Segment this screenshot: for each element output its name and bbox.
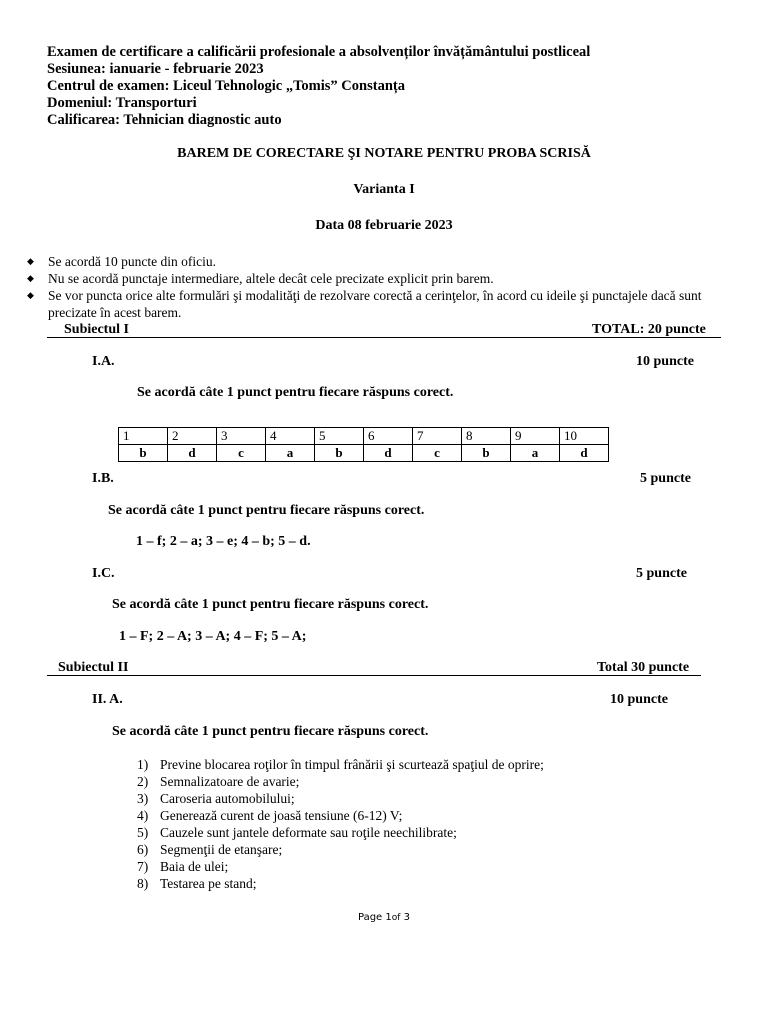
section-ia-points: 10 puncte (636, 354, 694, 369)
question-number: 2 (168, 428, 217, 445)
header-domain: Domeniul: Transporturi (47, 95, 197, 111)
exam-date: Data 08 februarie 2023 (315, 218, 453, 233)
answer-letter: a (511, 445, 560, 462)
bullet-icon: ◆ (27, 256, 34, 266)
answer-letter: d (364, 445, 413, 462)
item-number: 8) (137, 876, 149, 891)
section-ib-note: Se acordă câte 1 punct pentru fiecare răspuns corect. (108, 503, 425, 518)
item-text: Testarea pe stand; (160, 876, 257, 891)
rule-text: Se acordă 10 puncte din oficiu. (48, 254, 216, 269)
section-iia-points: 10 puncte (610, 692, 668, 707)
list-item (137, 858, 544, 875)
subject-1-total: TOTAL: 20 puncte (592, 322, 706, 337)
answer-letter: b (119, 445, 168, 462)
header-institution: Examen de certificare a calificării profesionale a absolvenților învățământului postliceal (47, 44, 591, 60)
section-ib-answer: 1 – f; 2 – a; 3 – e; 4 – b; 5 – d. (136, 534, 311, 549)
question-number: 8 (462, 428, 511, 445)
list-item (137, 841, 544, 858)
list-item (137, 756, 544, 773)
item-number: 3) (137, 791, 149, 806)
answers-list (137, 756, 544, 892)
section-ic-label: I.C. (92, 566, 115, 581)
question-number: 6 (364, 428, 413, 445)
rule-item (27, 287, 747, 321)
bullet-icon: ◆ (27, 290, 34, 300)
footer-page-total: 3 (403, 912, 411, 923)
list-item (137, 807, 544, 824)
rule-item (27, 253, 747, 270)
footer-page-word: Page (357, 912, 383, 923)
answer-table-answers-row (119, 445, 609, 462)
list-item (137, 773, 544, 790)
header-exam-center: Centrul de examen: Liceul Tehnologic „Tomis” Constanța (47, 78, 405, 94)
item-number: 2) (137, 774, 149, 789)
item-number: 1) (137, 757, 149, 772)
item-text: Generează curent de joasă tensiune (6-12) V; (160, 808, 403, 823)
item-text: Baia de ulei; (160, 859, 229, 874)
answer-letter: d (168, 445, 217, 462)
item-text: Caroseria automobilului; (160, 791, 295, 806)
subject-2-underline (47, 675, 701, 676)
question-number: 7 (413, 428, 462, 445)
subject-2-title: Subiectul II (58, 660, 129, 675)
rule-text: Se vor puncta orice alte formulări şi modalităţi de rezolvare corectă a cerinţelor, în acord cu ideile şi punctajele dacă sunt precizate în acest barem. (48, 288, 702, 320)
question-number: 4 (266, 428, 315, 445)
list-item (137, 790, 544, 807)
subject-1-title: Subiectul I (64, 322, 129, 337)
subject-2-total: Total 30 puncte (597, 660, 690, 675)
page-footer (0, 912, 768, 923)
question-number: 10 (560, 428, 609, 445)
answer-table-numbers-row (119, 428, 609, 445)
section-ib-label: I.B. (92, 471, 114, 486)
section-iia-label: II. A. (92, 692, 123, 707)
section-ia-label: I.A. (92, 354, 115, 369)
header-session: Sesiunea: ianuarie - februarie 2023 (47, 61, 264, 77)
section-ic-points: 5 puncte (636, 566, 687, 581)
answer-table (118, 427, 609, 462)
answer-letter: c (413, 445, 462, 462)
item-text: Semnalizatoare de avarie; (160, 774, 300, 789)
section-ia-note: Se acordă câte 1 punct pentru fiecare răspuns corect. (137, 385, 454, 400)
item-number: 7) (137, 859, 149, 874)
answer-letter: d (560, 445, 609, 462)
question-number: 5 (315, 428, 364, 445)
item-number: 5) (137, 825, 149, 840)
question-number: 9 (511, 428, 560, 445)
bullet-icon: ◆ (27, 273, 34, 283)
list-item (137, 824, 544, 841)
document-title: BAREM DE CORECTARE ŞI NOTARE PENTRU PROBA SCRISĂ (177, 146, 591, 161)
section-ib-points: 5 puncte (640, 471, 691, 486)
subject-1-underline (47, 337, 721, 338)
question-number: 3 (217, 428, 266, 445)
answer-letter: b (462, 445, 511, 462)
answer-letter: b (315, 445, 364, 462)
variant-label: Varianta I (353, 182, 415, 197)
footer-page-number: 1 (385, 912, 392, 923)
item-number: 6) (137, 842, 149, 857)
section-ic-note: Se acordă câte 1 punct pentru fiecare răspuns corect. (112, 597, 429, 612)
footer-of-word: of (391, 913, 401, 923)
item-number: 4) (137, 808, 149, 823)
section-iia-note: Se acordă câte 1 punct pentru fiecare răspuns corect. (112, 724, 429, 739)
answer-letter: c (217, 445, 266, 462)
answer-letter: a (266, 445, 315, 462)
item-text: Previne blocarea roţilor în timpul frânării şi scurtează spaţiul de oprire; (160, 757, 544, 772)
section-ic-answer: 1 – F; 2 – A; 3 – A; 4 – F; 5 – A; (119, 629, 307, 644)
rule-text: Nu se acordă punctaje intermediare, altele decât cele precizate explicit prin barem. (48, 271, 494, 286)
question-number: 1 (119, 428, 168, 445)
list-item (137, 875, 544, 892)
item-text: Segmenţii de etanşare; (160, 842, 283, 857)
header-qualification: Calificarea: Tehnician diagnostic auto (47, 112, 282, 128)
rule-item (27, 270, 747, 287)
item-text: Cauzele sunt jantele deformate sau roţile neechilibrate; (160, 825, 457, 840)
